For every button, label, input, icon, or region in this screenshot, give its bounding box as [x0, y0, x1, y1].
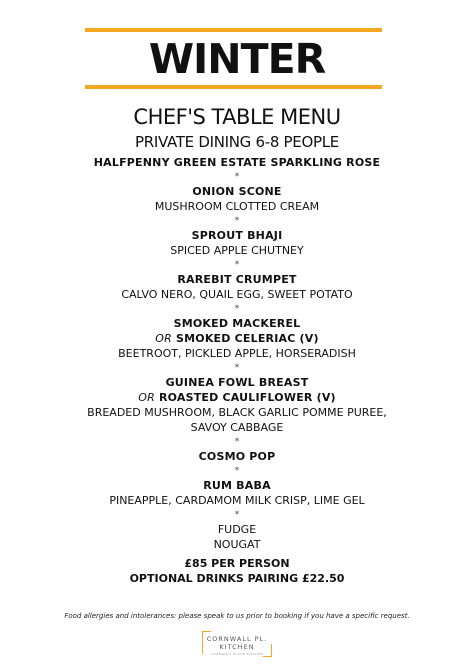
course-name: COSMO POP — [198, 450, 276, 463]
separator: * — [234, 510, 240, 520]
petit-four: NOUGAT — [213, 538, 261, 551]
course-desc: SPICED APPLE CHUTNEY — [170, 244, 304, 257]
course-desc: BREADED MUSHROOM, BLACK GARLIC POMME PUREE, — [87, 406, 387, 419]
page-title: WINTER — [148, 35, 326, 83]
course-desc: CALVO NERO, QUAIL EGG, SWEET POTATO — [121, 288, 353, 301]
course-alternative — [0, 331, 474, 346]
price-per-person: £85 PER PERSON — [184, 557, 290, 570]
course-desc: MUSHROOM CLOTTED CREAM — [154, 200, 320, 213]
petit-four: FUDGE — [217, 523, 257, 536]
or-label: OR — [138, 391, 155, 404]
or-label: OR — [155, 332, 172, 345]
course-desc: BEETROOT, PICKLED APPLE, HORSERADISH — [118, 347, 356, 360]
restaurant-logo — [202, 631, 272, 661]
course-alternative — [0, 390, 474, 405]
course-name: SMOKED MACKEREL — [173, 317, 301, 330]
alternative-name: SMOKED CELERIAC (V) — [176, 332, 319, 345]
course-name: ONION SCONE — [192, 185, 282, 198]
separator: * — [234, 216, 240, 226]
separator: * — [234, 304, 240, 314]
drinks-pairing-price: OPTIONAL DRINKS PAIRING £22.50 — [129, 572, 345, 585]
alternative-name: ROASTED CAULIFLOWER (V) — [158, 391, 336, 404]
logo-line: KITCHEN — [219, 643, 255, 651]
logo-line: CORNWALL PL. — [206, 635, 268, 643]
course-name: GUINEA FOWL BREAST — [165, 376, 309, 389]
menu-list — [0, 155, 474, 586]
separator: * — [234, 437, 240, 447]
course-name: RUM BABA — [203, 479, 271, 492]
logo-line: CORNWALL PLACE KITCHEN — [210, 652, 264, 656]
dining-info: PRIVATE DINING 6-8 PEOPLE — [135, 133, 339, 151]
course-name: SPROUT BHAJI — [191, 229, 283, 242]
allergy-note: Food allergies and intolerances: please speak to us prior to booking if you have a specific request. — [64, 612, 410, 620]
bottom-accent-rule — [85, 85, 382, 89]
course-desc: PINEAPPLE, CARDAMOM MILK CRISP, LIME GEL — [109, 494, 365, 507]
course-name: RAREBIT CRUMPET — [177, 273, 297, 286]
separator: * — [234, 363, 240, 373]
menu-subtitle: CHEF'S TABLE MENU — [133, 105, 341, 129]
separator: * — [234, 172, 240, 182]
aperitif: HALFPENNY GREEN ESTATE SPARKLING ROSE — [93, 156, 381, 169]
separator: * — [234, 466, 240, 476]
top-accent-rule — [85, 28, 382, 32]
separator: * — [234, 260, 240, 270]
course-desc: SAVOY CABBAGE — [190, 421, 284, 434]
